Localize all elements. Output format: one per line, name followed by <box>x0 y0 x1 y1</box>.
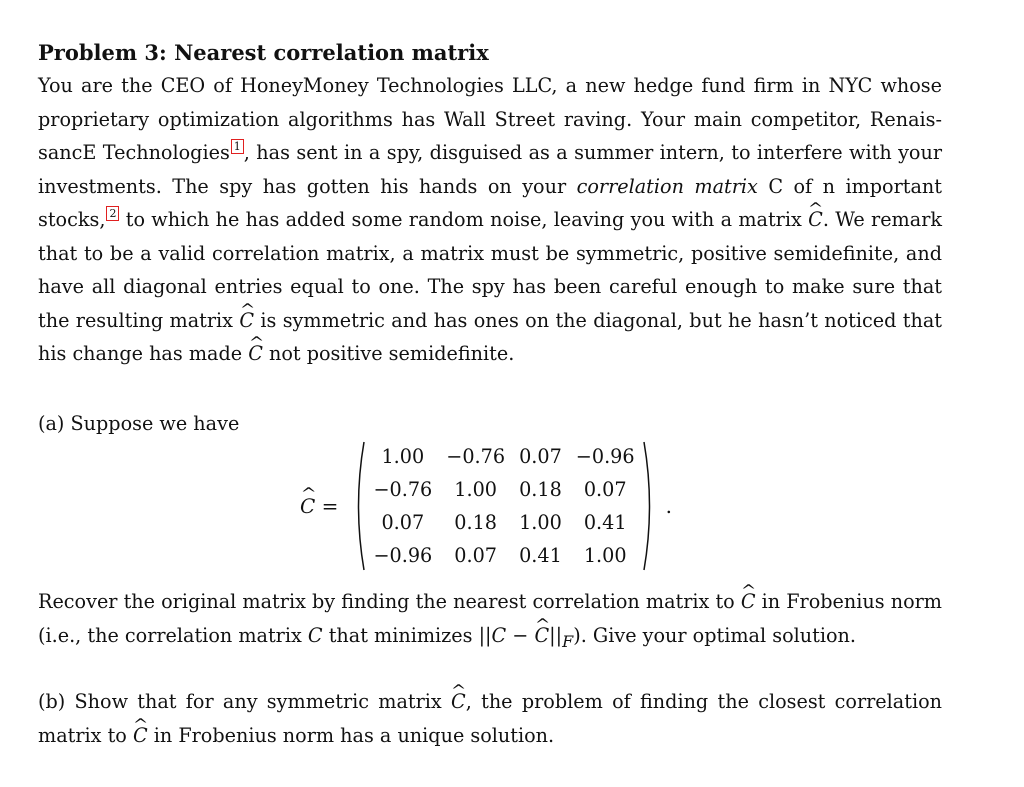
matrix-cell: 0.07 <box>454 544 498 567</box>
matrix-row <box>366 506 641 539</box>
matrix-cell: −0.96 <box>575 445 635 468</box>
recover-text-5: || <box>549 623 563 647</box>
matrix-row <box>366 440 641 473</box>
intro-text-4: to which he has added some random noise, leaving you with a matrix <box>119 208 809 231</box>
intro-text-3: C of n important stocks, <box>38 174 943 231</box>
recover-text-4: − <box>506 623 535 647</box>
matrix-cell: 0.41 <box>519 544 562 567</box>
c-symbol: C <box>307 623 323 647</box>
footnote-1-marker[interactable]: 1 <box>231 139 244 154</box>
footnote-2-marker[interactable]: 2 <box>106 206 119 221</box>
matrix-cell: 0.41 <box>583 511 627 534</box>
part-a-recover-text <box>38 585 942 658</box>
part-b-text <box>38 685 942 752</box>
correlation-matrix-term: correlation matrix <box>576 174 758 198</box>
c-hat-matrix-equation <box>300 436 672 576</box>
matrix-cell: 0.07 <box>519 445 562 468</box>
equation-period: . <box>665 494 672 518</box>
recover-text-2: in Frobenius norm (i.e., the correlation matrix <box>38 590 942 647</box>
intro-text-7: not positive semidefinite. <box>262 342 515 365</box>
intro-paragraph <box>38 69 942 371</box>
c-hat-symbol: C ^ <box>133 719 148 753</box>
problem-body <box>38 36 942 371</box>
c-hat-symbol: C ^ <box>741 585 756 619</box>
frobenius-subscript: F <box>562 631 574 651</box>
recover-text-6: ). Give your optimal solution. <box>573 623 856 647</box>
c-hat-symbol: C ^ <box>808 203 823 237</box>
recover-text-3: that minimizes || <box>322 623 492 647</box>
recover-text-1: Recover the original matrix by finding the nearest correlation matrix to <box>38 590 741 613</box>
matrix-cell: 1.00 <box>519 511 562 534</box>
part-b-text-3: in Frobenius norm has a unique solution. <box>147 723 555 747</box>
matrix-cell: 1.00 <box>583 544 627 567</box>
part-b-text-2: , the problem of finding the closest correlation matrix to <box>38 690 942 747</box>
c-symbol: C <box>491 623 507 647</box>
problem-title: Problem 3: Nearest correlation matrix <box>38 40 489 65</box>
c-hat-symbol: C ^ <box>451 685 466 719</box>
matrix-cell: −0.76 <box>373 478 433 501</box>
intro-text-2: , has sent in a spy, disguised as a summer intern, to interfere with your investments. The spy has gotten his hands on your <box>38 141 942 198</box>
matrix-cell: −0.76 <box>446 445 506 468</box>
c-hat-symbol: C ^ <box>239 304 254 338</box>
matrix-row <box>366 539 641 572</box>
c-hat-symbol: C ^ <box>248 337 263 371</box>
right-paren-icon <box>642 440 656 572</box>
matrix-cell: 1.00 <box>454 478 498 501</box>
intro-text-5: . We remark that to be a valid correlation matrix, a matrix must be symmetric, positive semidefinite, and have all diagonal entries equal to one. The spy has been careful enough to make sure that the resulting matrix <box>38 208 942 332</box>
matrix-cell: 0.07 <box>583 478 627 501</box>
part-b-text-1: (b) Show that for any symmetric matrix <box>38 690 452 713</box>
matrix-row <box>366 473 641 506</box>
matrix-cell: 0.07 <box>381 511 425 534</box>
part-a-heading: (a) Suppose we have <box>38 412 240 435</box>
intro-text-1: You are the CEO of HoneyMoney Technologies LLC, a new hedge fund firm in NYC whose proprietary optimization algorithms has Wall Street raving. Your main competitor, Renais-sancE Technologies <box>38 74 942 164</box>
c-hat-matrix <box>366 440 641 572</box>
matrix-cell: 1.00 <box>381 445 425 468</box>
c-hat-symbol: C ^ <box>534 619 549 653</box>
intro-text-6: is symmetric and has ones on the diagonal, but he hasn’t noticed that his change has made <box>38 308 942 365</box>
left-paren-icon <box>352 440 366 572</box>
matrix-cell: 0.18 <box>454 511 498 534</box>
matrix-lhs: C ^ = <box>300 494 338 518</box>
matrix-cell: −0.96 <box>373 544 433 567</box>
matrix-cell: 0.18 <box>519 478 562 501</box>
c-hat-symbol: C ^ <box>300 494 315 518</box>
